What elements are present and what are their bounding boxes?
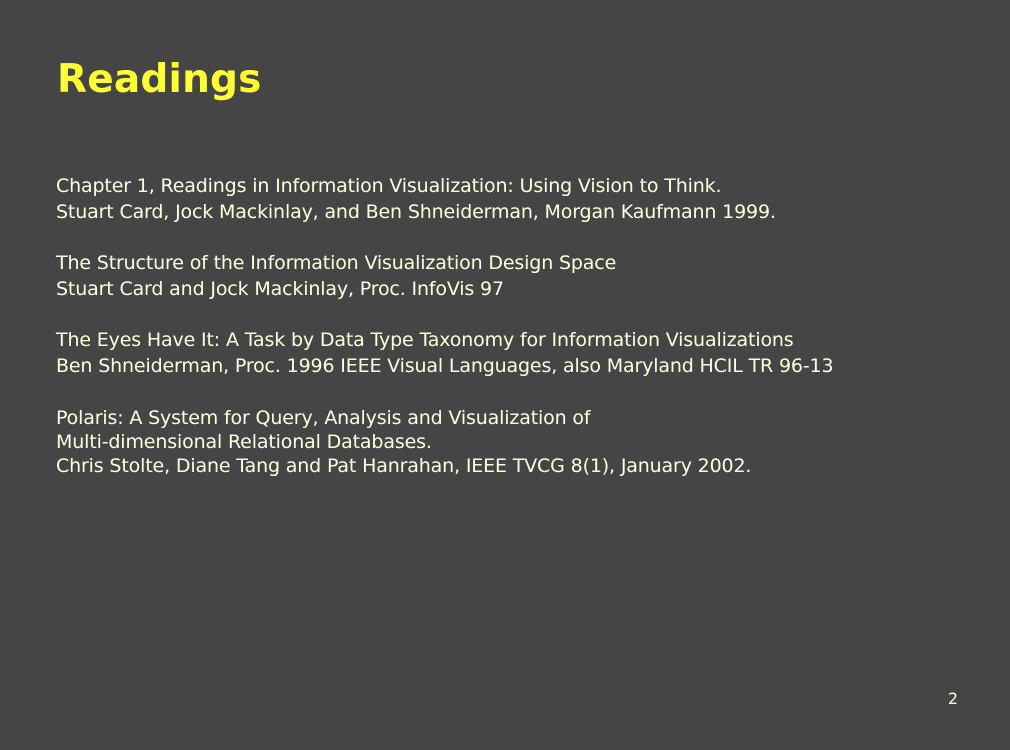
reading-item	[56, 328, 976, 379]
reading-title: The Eyes Have It: A Task by Data Type Taxonomy for Information Visualizations	[56, 329, 794, 352]
slide-title: Readings	[57, 57, 262, 102]
readings-list	[56, 174, 976, 504]
reading-authors: Ben Shneiderman, Proc. 1996 IEEE Visual Languages, also Maryland HCIL TR 96-13	[56, 354, 834, 377]
reading-item	[56, 406, 976, 478]
reading-title-continued: Multi-dimensional Relational Databases.	[56, 430, 432, 453]
reading-item	[56, 251, 976, 302]
reading-title: The Structure of the Information Visualization Design Space	[56, 252, 617, 275]
reading-authors: Stuart Card, Jock Mackinlay, and Ben Shneiderman, Morgan Kaufmann 1999.	[56, 200, 776, 223]
reading-authors: Stuart Card and Jock Mackinlay, Proc. InfoVis 97	[56, 277, 504, 300]
reading-authors: Chris Stolte, Diane Tang and Pat Hanrahan, IEEE TVCG 8(1), January 2002.	[56, 454, 752, 477]
reading-title: Chapter 1, Readings in Information Visualization: Using Vision to Think.	[56, 175, 722, 197]
reading-title: Polaris: A System for Query, Analysis and Visualization of	[56, 406, 591, 429]
reading-item	[56, 174, 976, 225]
page-number: 2	[947, 689, 958, 708]
